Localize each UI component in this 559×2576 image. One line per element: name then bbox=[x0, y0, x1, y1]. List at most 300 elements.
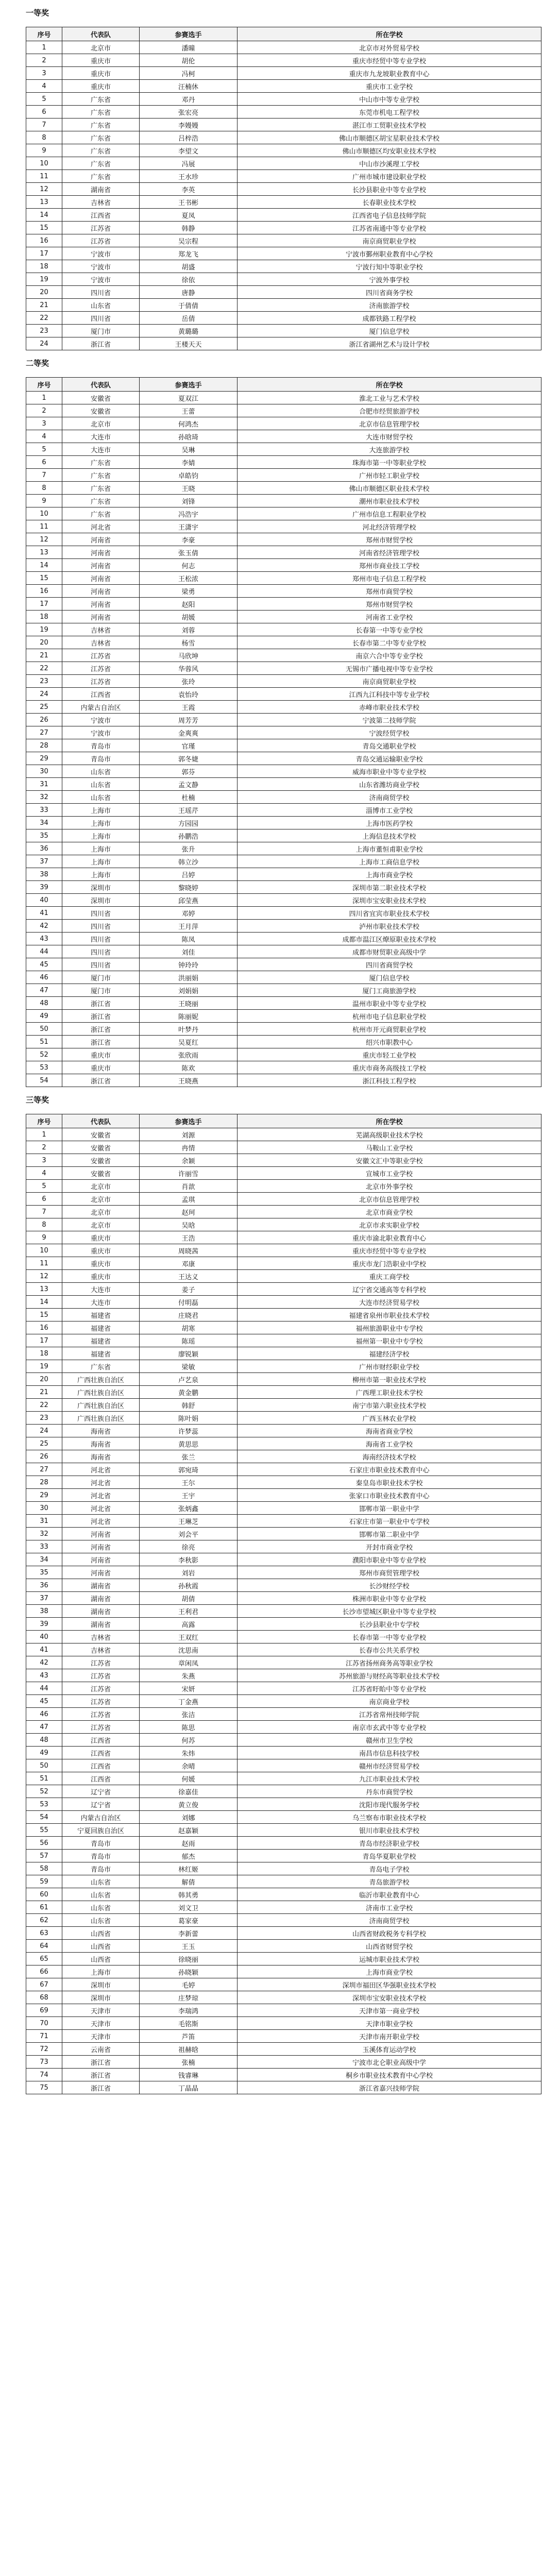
row-team: 福建省 bbox=[62, 1321, 140, 1334]
row-school: 上海市商业学校 bbox=[238, 868, 541, 881]
row-team: 河南省 bbox=[62, 611, 140, 623]
table-row bbox=[26, 1540, 541, 1553]
row-contestant: 孙晗琦 bbox=[140, 430, 238, 443]
row-team: 海南省 bbox=[62, 1450, 140, 1463]
table-row bbox=[26, 559, 541, 572]
row-contestant: 杜楠 bbox=[140, 791, 238, 804]
row-contestant: 姜子 bbox=[140, 1283, 238, 1296]
row-index: 14 bbox=[26, 209, 62, 222]
row-school: 威海市职业中等专业学校 bbox=[238, 765, 541, 778]
row-team: 河南省 bbox=[62, 546, 140, 559]
row-team: 广东省 bbox=[62, 118, 140, 131]
row-school: 长沙县职业中专学校 bbox=[238, 1618, 541, 1631]
row-school: 海南省商业学校 bbox=[238, 1425, 541, 1437]
row-index: 29 bbox=[26, 1489, 62, 1502]
row-contestant: 王楼天天 bbox=[140, 337, 238, 350]
row-team: 四川省 bbox=[62, 945, 140, 958]
row-school: 北京市外事学校 bbox=[238, 1180, 541, 1193]
table-row bbox=[26, 894, 541, 907]
row-contestant: 王水珍 bbox=[140, 170, 238, 183]
row-contestant: 李新蕾 bbox=[140, 1927, 238, 1940]
table-row bbox=[26, 482, 541, 495]
row-contestant: 何苏 bbox=[140, 1734, 238, 1747]
row-team: 青岛市 bbox=[62, 752, 140, 765]
row-index: 7 bbox=[26, 118, 62, 131]
row-index: 64 bbox=[26, 1940, 62, 1953]
row-team: 浙江省 bbox=[62, 2069, 140, 2081]
table-row bbox=[26, 1579, 541, 1592]
row-index: 63 bbox=[26, 1927, 62, 1940]
row-contestant: 胡倩 bbox=[140, 1592, 238, 1605]
row-index: 2 bbox=[26, 54, 62, 67]
row-index: 52 bbox=[26, 1048, 62, 1061]
row-team: 浙江省 bbox=[62, 337, 140, 350]
row-team: 安徽省 bbox=[62, 1167, 140, 1180]
row-team: 河南省 bbox=[62, 533, 140, 546]
table-row bbox=[26, 80, 541, 93]
row-contestant: 付明磊 bbox=[140, 1296, 238, 1309]
row-index: 26 bbox=[26, 1450, 62, 1463]
row-contestant: 王松浓 bbox=[140, 572, 238, 585]
row-team: 深圳市 bbox=[62, 1978, 140, 1991]
row-school: 长沙财经学校 bbox=[238, 1579, 541, 1592]
row-contestant: 胡盛 bbox=[140, 260, 238, 273]
table-row bbox=[26, 1798, 541, 1811]
table-row bbox=[26, 1953, 541, 1965]
table-row bbox=[26, 273, 541, 286]
row-school: 南京商贸职业学校 bbox=[238, 675, 541, 688]
row-school: 赣州市卫生学校 bbox=[238, 1734, 541, 1747]
row-contestant: 马欣坤 bbox=[140, 649, 238, 662]
row-index: 53 bbox=[26, 1798, 62, 1811]
table-row bbox=[26, 623, 541, 636]
row-school: 北京市信息管理学校 bbox=[238, 1193, 541, 1206]
table-row bbox=[26, 1386, 541, 1399]
row-team: 上海市 bbox=[62, 1965, 140, 1978]
table-row bbox=[26, 1631, 541, 1643]
table-header-row bbox=[26, 1114, 541, 1128]
table-row bbox=[26, 1875, 541, 1888]
row-contestant: 刘蓉 bbox=[140, 623, 238, 636]
row-team: 江西省 bbox=[62, 209, 140, 222]
table-row bbox=[26, 1128, 541, 1141]
row-team: 河南省 bbox=[62, 1540, 140, 1553]
row-team: 河北省 bbox=[62, 1489, 140, 1502]
row-team: 海南省 bbox=[62, 1437, 140, 1450]
row-school: 浙江省湖州艺术与设计学校 bbox=[238, 337, 541, 350]
row-school: 济南商贸学校 bbox=[238, 1914, 541, 1927]
row-team: 河北省 bbox=[62, 1476, 140, 1489]
row-school: 乌兰察布市职业技术学校 bbox=[238, 1811, 541, 1824]
row-index: 34 bbox=[26, 1553, 62, 1566]
row-team: 宁夏回族自治区 bbox=[62, 1824, 140, 1837]
row-contestant: 徐嘉佳 bbox=[140, 1785, 238, 1798]
row-team: 广东省 bbox=[62, 495, 140, 507]
row-team: 安徽省 bbox=[62, 392, 140, 404]
row-school: 青岛华夏职业学校 bbox=[238, 1850, 541, 1862]
row-school: 石家庄市第一职业中专学校 bbox=[238, 1515, 541, 1528]
row-team: 青岛市 bbox=[62, 1837, 140, 1850]
row-school: 佛山市顺德区职业技术学校 bbox=[238, 482, 541, 495]
row-index: 5 bbox=[26, 1180, 62, 1193]
row-contestant: 周晓茜 bbox=[140, 1244, 238, 1257]
row-school: 南京商贸职业学校 bbox=[238, 234, 541, 247]
row-contestant: 高露 bbox=[140, 1618, 238, 1631]
table-row bbox=[26, 1154, 541, 1167]
table-row bbox=[26, 299, 541, 312]
row-contestant: 刘娟娟 bbox=[140, 984, 238, 997]
award-table bbox=[26, 27, 541, 350]
row-team: 安徽省 bbox=[62, 1141, 140, 1154]
row-contestant: 陈瑶 bbox=[140, 1334, 238, 1347]
row-index: 68 bbox=[26, 1991, 62, 2004]
row-contestant: 郭冬婕 bbox=[140, 752, 238, 765]
row-school: 宁波市鄞州职业教育中心学校 bbox=[238, 247, 541, 260]
table-row bbox=[26, 1592, 541, 1605]
row-index: 72 bbox=[26, 2043, 62, 2056]
table-row bbox=[26, 260, 541, 273]
row-team: 广西壮族自治区 bbox=[62, 1386, 140, 1399]
row-index: 39 bbox=[26, 1618, 62, 1631]
row-contestant: 张欣雨 bbox=[140, 1048, 238, 1061]
row-index: 23 bbox=[26, 675, 62, 688]
row-team: 河北省 bbox=[62, 1515, 140, 1528]
row-contestant: 刘会平 bbox=[140, 1528, 238, 1540]
row-contestant: 卢艺泉 bbox=[140, 1373, 238, 1386]
row-school: 珠海市第一中等职业学校 bbox=[238, 456, 541, 469]
table-row bbox=[26, 1901, 541, 1914]
header-index: 序号 bbox=[26, 27, 62, 41]
row-contestant: 毛铭斯 bbox=[140, 2017, 238, 2030]
table-row bbox=[26, 585, 541, 598]
table-row bbox=[26, 209, 541, 222]
row-index: 49 bbox=[26, 1747, 62, 1759]
row-school: 上海市商业学校 bbox=[238, 1965, 541, 1978]
row-team: 浙江省 bbox=[62, 1036, 140, 1048]
row-team: 广西壮族自治区 bbox=[62, 1373, 140, 1386]
row-team: 重庆市 bbox=[62, 1048, 140, 1061]
row-index: 28 bbox=[26, 1476, 62, 1489]
row-team: 江苏省 bbox=[62, 1682, 140, 1695]
row-school: 重庆市商务高级技工学校 bbox=[238, 1061, 541, 1074]
table-row bbox=[26, 1048, 541, 1061]
table-row bbox=[26, 1862, 541, 1875]
row-contestant: 何媛 bbox=[140, 1772, 238, 1785]
row-school: 长春第一中等专业学校 bbox=[238, 623, 541, 636]
row-team: 山东省 bbox=[62, 1875, 140, 1888]
row-team: 江苏省 bbox=[62, 649, 140, 662]
row-index: 1 bbox=[26, 41, 62, 54]
row-index: 33 bbox=[26, 1540, 62, 1553]
table-row bbox=[26, 1061, 541, 1074]
row-school: 大连市财贸学校 bbox=[238, 430, 541, 443]
row-team: 浙江省 bbox=[62, 2056, 140, 2069]
row-index: 4 bbox=[26, 430, 62, 443]
row-contestant: 钟玲玲 bbox=[140, 958, 238, 971]
row-index: 17 bbox=[26, 1334, 62, 1347]
row-team: 重庆市 bbox=[62, 1244, 140, 1257]
row-contestant: 王琳芝 bbox=[140, 1515, 238, 1528]
table-row bbox=[26, 234, 541, 247]
row-index: 37 bbox=[26, 1592, 62, 1605]
row-school: 南京市玄武中等专业学校 bbox=[238, 1721, 541, 1734]
row-contestant: 黄璐璐 bbox=[140, 325, 238, 337]
row-school: 上海市医药学校 bbox=[238, 817, 541, 829]
row-index: 4 bbox=[26, 80, 62, 93]
row-contestant: 郑龙飞 bbox=[140, 247, 238, 260]
row-school: 广州市财经职业学校 bbox=[238, 1360, 541, 1373]
row-team: 重庆市 bbox=[62, 1061, 140, 1074]
table-row bbox=[26, 2081, 541, 2094]
row-team: 广东省 bbox=[62, 469, 140, 482]
table-row bbox=[26, 417, 541, 430]
row-index: 38 bbox=[26, 1605, 62, 1618]
row-school: 长春市第二中等专业学校 bbox=[238, 636, 541, 649]
row-index: 6 bbox=[26, 1193, 62, 1206]
row-contestant: 芦笛 bbox=[140, 2030, 238, 2043]
row-team: 大连市 bbox=[62, 1296, 140, 1309]
row-index: 35 bbox=[26, 829, 62, 842]
row-school: 株洲市职业中等专业学校 bbox=[238, 1592, 541, 1605]
row-index: 17 bbox=[26, 598, 62, 611]
row-index: 29 bbox=[26, 752, 62, 765]
header-index: 序号 bbox=[26, 378, 62, 392]
row-contestant: 吴晗 bbox=[140, 1218, 238, 1231]
row-team: 宁波市 bbox=[62, 714, 140, 726]
row-contestant: 王书彬 bbox=[140, 196, 238, 209]
row-index: 36 bbox=[26, 1579, 62, 1592]
row-school: 青岛交通职业学校 bbox=[238, 739, 541, 752]
table-row bbox=[26, 507, 541, 520]
row-school: 温州市职业中等专业学校 bbox=[238, 997, 541, 1010]
row-school: 江西九江科技中等专业学校 bbox=[238, 688, 541, 701]
row-contestant: 王玉 bbox=[140, 1940, 238, 1953]
row-contestant: 李豪 bbox=[140, 533, 238, 546]
row-index: 7 bbox=[26, 1206, 62, 1218]
row-contestant: 林红姬 bbox=[140, 1862, 238, 1875]
row-school: 绍兴市职教中心 bbox=[238, 1036, 541, 1048]
row-team: 吉林省 bbox=[62, 636, 140, 649]
table-row bbox=[26, 1991, 541, 2004]
row-team: 江苏省 bbox=[62, 1708, 140, 1721]
row-team: 广东省 bbox=[62, 131, 140, 144]
row-contestant: 孙秋霞 bbox=[140, 1579, 238, 1592]
row-team: 河北省 bbox=[62, 1463, 140, 1476]
row-contestant: 陈欢 bbox=[140, 1061, 238, 1074]
table-row bbox=[26, 1244, 541, 1257]
row-team: 山西省 bbox=[62, 1953, 140, 1965]
row-index: 13 bbox=[26, 546, 62, 559]
table-row bbox=[26, 1811, 541, 1824]
table-row bbox=[26, 1824, 541, 1837]
row-team: 深圳市 bbox=[62, 894, 140, 907]
row-school: 郑州市商贸管理学校 bbox=[238, 1566, 541, 1579]
row-team: 江西省 bbox=[62, 1772, 140, 1785]
row-contestant: 许梦蕊 bbox=[140, 1425, 238, 1437]
row-index: 21 bbox=[26, 1386, 62, 1399]
row-team: 江苏省 bbox=[62, 234, 140, 247]
row-school: 天津市南开职业学校 bbox=[238, 2030, 541, 2043]
row-contestant: 于倩倩 bbox=[140, 299, 238, 312]
table-row bbox=[26, 2043, 541, 2056]
award-table bbox=[26, 377, 541, 1087]
row-index: 55 bbox=[26, 1824, 62, 1837]
row-index: 19 bbox=[26, 273, 62, 286]
row-school: 成都市财贸职业高级中学 bbox=[238, 945, 541, 958]
table-row bbox=[26, 933, 541, 945]
table-row bbox=[26, 829, 541, 842]
row-contestant: 刘锋 bbox=[140, 495, 238, 507]
row-school: 宣城市工业学校 bbox=[238, 1167, 541, 1180]
header-school: 所在学校 bbox=[238, 27, 541, 41]
table-row bbox=[26, 997, 541, 1010]
row-school: 福州旅游职业中专学校 bbox=[238, 1321, 541, 1334]
row-index: 12 bbox=[26, 533, 62, 546]
row-school: 苏州旅游与财经高等职业技术学校 bbox=[238, 1669, 541, 1682]
row-school: 湛江市工贸职业技术学校 bbox=[238, 118, 541, 131]
row-index: 44 bbox=[26, 1682, 62, 1695]
row-contestant: 张兰 bbox=[140, 1450, 238, 1463]
table-row bbox=[26, 183, 541, 196]
table-row bbox=[26, 2056, 541, 2069]
row-index: 15 bbox=[26, 1309, 62, 1321]
row-team: 宁波市 bbox=[62, 247, 140, 260]
row-index: 51 bbox=[26, 1772, 62, 1785]
row-school: 成都铁路工程学校 bbox=[238, 312, 541, 325]
row-index: 60 bbox=[26, 1888, 62, 1901]
row-school: 潮州市职业技术学校 bbox=[238, 495, 541, 507]
row-school: 济南商贸学校 bbox=[238, 791, 541, 804]
row-school: 济南市工业学校 bbox=[238, 1901, 541, 1914]
table-row bbox=[26, 1412, 541, 1425]
table-row bbox=[26, 842, 541, 855]
table-row bbox=[26, 1669, 541, 1682]
row-team: 大连市 bbox=[62, 430, 140, 443]
row-school: 宁波市北仑职业高级中学 bbox=[238, 2056, 541, 2069]
row-index: 45 bbox=[26, 958, 62, 971]
row-team: 四川省 bbox=[62, 920, 140, 933]
table-row bbox=[26, 1927, 541, 1940]
row-contestant: 胡寒 bbox=[140, 1321, 238, 1334]
row-index: 16 bbox=[26, 585, 62, 598]
row-school: 泸州市职业技术学校 bbox=[238, 920, 541, 933]
row-index: 22 bbox=[26, 312, 62, 325]
row-school: 芜湖高级职业技术学校 bbox=[238, 1128, 541, 1141]
row-school: 河南省工业学校 bbox=[238, 611, 541, 623]
table-row bbox=[26, 1914, 541, 1927]
row-index: 8 bbox=[26, 131, 62, 144]
row-index: 10 bbox=[26, 1244, 62, 1257]
row-school: 九江市职业技术学校 bbox=[238, 1772, 541, 1785]
row-school: 北京市对外贸易学校 bbox=[238, 41, 541, 54]
row-school: 青岛旅游学校 bbox=[238, 1875, 541, 1888]
row-contestant: 刘文卫 bbox=[140, 1901, 238, 1914]
row-team: 湖南省 bbox=[62, 1605, 140, 1618]
header-contestant: 参赛选手 bbox=[140, 1114, 238, 1128]
row-school: 南宁市第六职业技术学校 bbox=[238, 1399, 541, 1412]
row-school: 无锡市广播电视中等专业学校 bbox=[238, 662, 541, 675]
table-row bbox=[26, 1940, 541, 1953]
row-team: 辽宁省 bbox=[62, 1798, 140, 1811]
row-contestant: 许丽雪 bbox=[140, 1167, 238, 1180]
row-contestant: 李英 bbox=[140, 183, 238, 196]
row-school: 江西省电子信息技师学院 bbox=[238, 209, 541, 222]
row-index: 57 bbox=[26, 1850, 62, 1862]
table-row bbox=[26, 2004, 541, 2017]
row-school: 北京市信息管理学校 bbox=[238, 417, 541, 430]
row-contestant: 沈思南 bbox=[140, 1643, 238, 1656]
row-team: 山东省 bbox=[62, 1914, 140, 1927]
row-team: 安徽省 bbox=[62, 404, 140, 417]
row-school: 青岛市经济职业学校 bbox=[238, 1837, 541, 1850]
row-index: 69 bbox=[26, 2004, 62, 2017]
row-contestant: 王霞 bbox=[140, 701, 238, 714]
row-team: 河南省 bbox=[62, 559, 140, 572]
row-index: 59 bbox=[26, 1875, 62, 1888]
table-row bbox=[26, 1772, 541, 1785]
row-school: 大连市经济贸易学校 bbox=[238, 1296, 541, 1309]
row-contestant: 王晓燕 bbox=[140, 1074, 238, 1087]
row-team: 福建省 bbox=[62, 1309, 140, 1321]
row-team: 青岛市 bbox=[62, 739, 140, 752]
row-contestant: 陈凤 bbox=[140, 933, 238, 945]
row-school: 中山市沙溪理工学校 bbox=[238, 157, 541, 170]
row-school: 秦皇岛市职业技术学校 bbox=[238, 1476, 541, 1489]
table-row bbox=[26, 2069, 541, 2081]
row-index: 16 bbox=[26, 234, 62, 247]
table-row bbox=[26, 1167, 541, 1180]
section-title: 二等奖 bbox=[26, 359, 49, 368]
row-index: 54 bbox=[26, 1811, 62, 1824]
row-contestant: 汪楠休 bbox=[140, 80, 238, 93]
row-team: 江西省 bbox=[62, 1759, 140, 1772]
table-row bbox=[26, 118, 541, 131]
table-row bbox=[26, 1437, 541, 1450]
row-index: 24 bbox=[26, 1425, 62, 1437]
row-team: 湖南省 bbox=[62, 183, 140, 196]
row-team: 河南省 bbox=[62, 572, 140, 585]
row-school: 桐乡市职业技术教育中心学校 bbox=[238, 2069, 541, 2081]
row-index: 48 bbox=[26, 1734, 62, 1747]
row-school: 四川省商务学校 bbox=[238, 286, 541, 299]
row-index: 34 bbox=[26, 817, 62, 829]
row-index: 27 bbox=[26, 726, 62, 739]
table-row bbox=[26, 1837, 541, 1850]
table-row bbox=[26, 1785, 541, 1798]
table-row bbox=[26, 778, 541, 791]
row-team: 天津市 bbox=[62, 2030, 140, 2043]
row-team: 河南省 bbox=[62, 585, 140, 598]
row-school: 长春市公共关系学校 bbox=[238, 1643, 541, 1656]
row-school: 开封市商业学校 bbox=[238, 1540, 541, 1553]
row-team: 吉林省 bbox=[62, 1643, 140, 1656]
row-contestant: 吴琳 bbox=[140, 443, 238, 456]
row-school: 济南旅游学校 bbox=[238, 299, 541, 312]
row-team: 河北省 bbox=[62, 520, 140, 533]
row-contestant: 刘佳 bbox=[140, 945, 238, 958]
row-index: 74 bbox=[26, 2069, 62, 2081]
table-row bbox=[26, 1231, 541, 1244]
table-row bbox=[26, 1528, 541, 1540]
row-contestant: 李嫚嫚 bbox=[140, 118, 238, 131]
table-row bbox=[26, 1399, 541, 1412]
row-team: 山东省 bbox=[62, 1901, 140, 1914]
row-school: 广州市轻工职业学校 bbox=[238, 469, 541, 482]
table-row bbox=[26, 971, 541, 984]
row-contestant: 邱莹燕 bbox=[140, 894, 238, 907]
row-contestant: 韩立沙 bbox=[140, 855, 238, 868]
row-index: 30 bbox=[26, 765, 62, 778]
